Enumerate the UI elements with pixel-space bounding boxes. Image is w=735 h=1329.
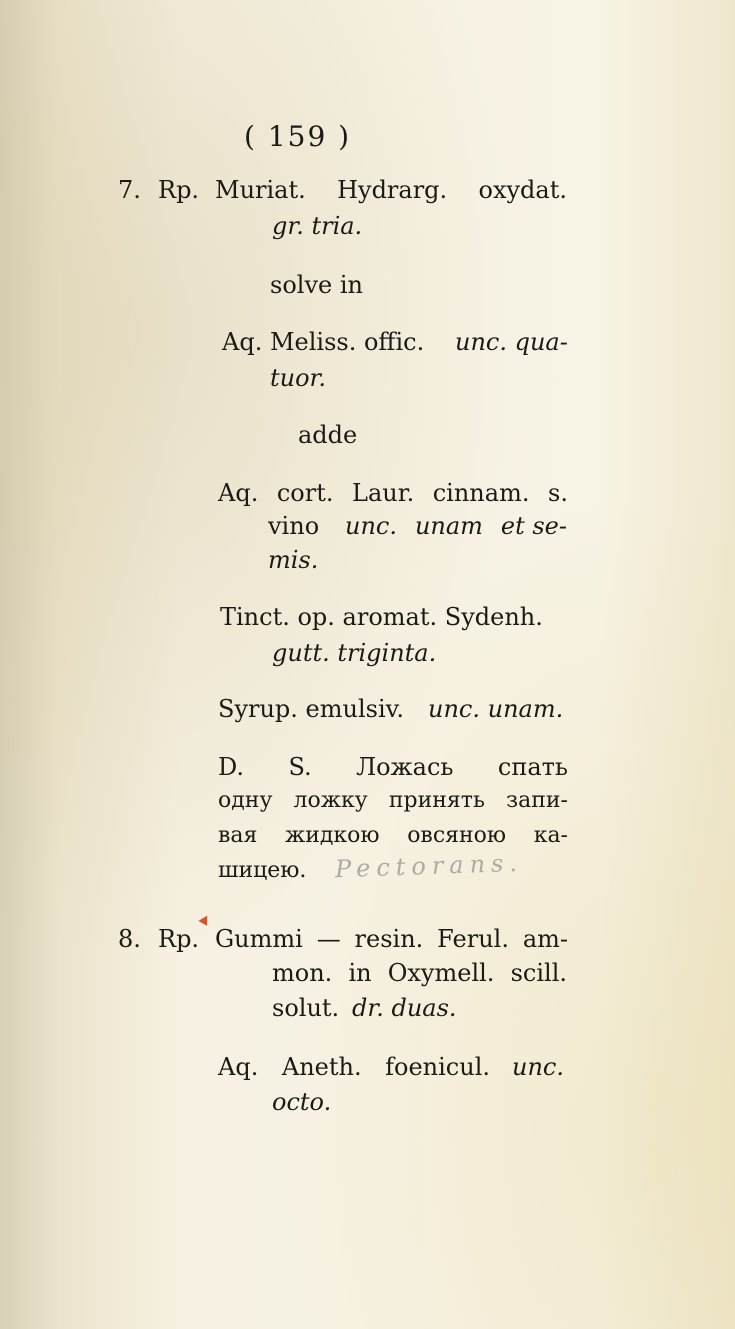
word: unam — [414, 512, 483, 540]
word: одну — [218, 788, 273, 813]
word: Aneth. — [281, 1053, 362, 1081]
word: D. — [218, 753, 245, 781]
word: Muriat. — [215, 176, 306, 204]
entry-8-aq-aneth — [218, 1055, 490, 1079]
entry-7-line-1 — [215, 178, 567, 202]
word: cort. — [276, 479, 334, 507]
word: S. — [288, 753, 312, 781]
word: cinnam. — [432, 479, 530, 507]
word: вая — [218, 823, 258, 848]
entry-8-dose: dr. duas. — [352, 994, 457, 1022]
entry-7-aq-laur-line-1 — [218, 481, 568, 505]
entry-7-signa-line-2 — [218, 790, 568, 812]
word: Oxymell. — [387, 959, 495, 987]
page-number: ( 159 ) — [244, 120, 352, 153]
entry-7-aq-meliss-dose-cont: tuor. — [270, 364, 327, 392]
word: Aq. — [218, 1053, 259, 1081]
word: жидкою — [284, 823, 380, 848]
entry-8-solut: solut. — [272, 994, 340, 1022]
entry-7-solve-in: solve in — [270, 271, 363, 299]
entry-7-signa-line-3 — [218, 825, 568, 847]
word: oxydat. — [478, 176, 567, 204]
word: Aq. — [218, 479, 259, 507]
word: et se- — [500, 512, 567, 540]
entry-7-tinct-dose: gutt. triginta. — [272, 639, 437, 667]
word: in — [348, 959, 372, 987]
entry-7-number: 7. — [118, 176, 141, 204]
entry-7-aq-laur-dose-cont: mis. — [268, 546, 319, 574]
word: — — [316, 925, 341, 953]
entry-8-line-2 — [272, 961, 567, 985]
red-mark-icon — [198, 913, 211, 926]
entry-7-aq-meliss-dose: unc. qua- — [455, 328, 568, 356]
word: Laur. — [352, 479, 415, 507]
entry-7-recipe-mark: Rp. — [158, 176, 200, 204]
entry-7-aq-laur-vino: vino — [268, 512, 320, 540]
entry-8-recipe-mark: Rp. — [158, 925, 200, 953]
entry-8-line-1 — [215, 927, 568, 951]
word: Ferul. — [437, 925, 509, 953]
entry-8-aq-aneth-dose: unc. — [512, 1053, 564, 1081]
word: овсяною — [407, 823, 507, 848]
entry-7-syrup: Syrup. emulsiv. — [218, 695, 404, 723]
word: foenicul. — [385, 1053, 490, 1081]
entry-7-aq-laur-dose — [345, 514, 567, 538]
word: Hydrarg. — [337, 176, 448, 204]
word: scill. — [510, 959, 567, 987]
word: unc. — [345, 512, 397, 540]
entry-7-adde: adde — [298, 421, 358, 449]
entry-7-tinct: Tinct. op. aromat. Sydenh. — [220, 603, 543, 631]
word: спать — [497, 753, 568, 781]
word: Ложась — [356, 753, 454, 781]
word: ка- — [533, 823, 568, 848]
word: mon. — [272, 959, 333, 987]
entry-8-aq-aneth-dose-cont: octo. — [272, 1088, 332, 1116]
word: s. — [548, 479, 568, 507]
entry-7-aq-meliss: Aq. Meliss. offic. — [222, 328, 425, 356]
word: am- — [522, 925, 568, 953]
entry-7-signa-line-4: шицею. — [218, 858, 307, 883]
entry-7-dose-1: gr. tria. — [272, 212, 363, 240]
entry-8-number: 8. — [118, 925, 141, 953]
pencil-annotation: Pectorans. — [334, 848, 524, 884]
word: принять — [388, 788, 485, 813]
entry-7-signa-line-1 — [218, 755, 568, 779]
word: resin. — [354, 925, 424, 953]
word: ложку — [293, 788, 368, 813]
entry-7-syrup-dose: unc. unam. — [428, 695, 564, 723]
word: запи- — [506, 788, 568, 813]
word: Gummi — [215, 925, 303, 953]
